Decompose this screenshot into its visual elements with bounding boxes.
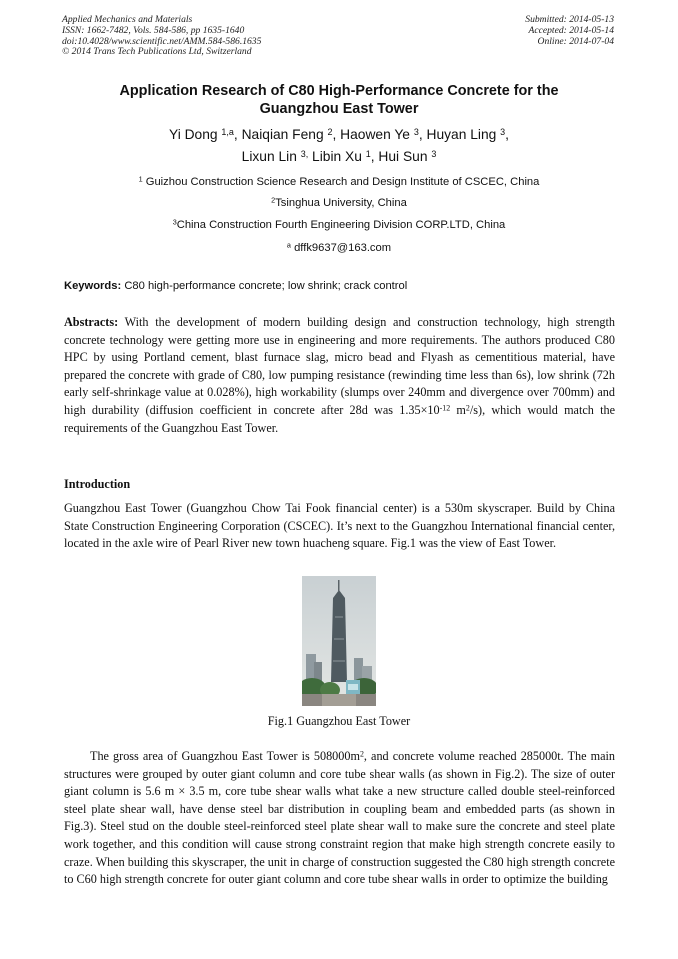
keywords bbox=[64, 279, 616, 293]
keywords-text: C80 high-performance concrete; low shrink; crack control bbox=[124, 280, 408, 292]
author: Haowen Ye bbox=[340, 127, 410, 142]
doi-line: doi:10.4028/www.scientific.net/AMM.584-586.1635 bbox=[62, 35, 262, 47]
author: Huyan Ling bbox=[426, 127, 497, 142]
online-date: Online: 2014-07-04 bbox=[537, 35, 614, 47]
abstract: Abstracts: With the development of modern building design and construction technology, high strength concrete technology were getting more use in engineering and more requirements. The authors produced C80 HPC by using Portland cement, blast furnace slag, micro bead and Flyash as cementitious material, have prepared the concrete with grade of C80, low pumping resistance (rewinding time less than 6s), low shrink (72h early self-shrinkage value at 0.028%), high workability (slumps over 240mm and divergence over 700mm) and high durability (diffusion coefficient in concrete after 28d was $1.35\times 10^{-12}$ $m^2/s$), which would match the requirements of the Guangzhou East Tower. bbox=[64, 315, 616, 435]
intro-paragraph-2: The gross area of Guangzhou East Tower is $508000m^2$, and concrete volume reached 285000t. The main structures were grouped by outer giant column and core tube shear walls (as shown in Fig.2). The size of outer giant column is 5.6 m × 3.5 m, core tube shear walls what take a new structure called double steel-reinforced steel plate shear wall, have dense steel bar distribution in coupling beam and embedded parts (as shown in Fig.3). Steel stud on the double steel-reinforced steel plate shear wall to make sure the concrete and steel plate work together, and this condition will cause strong constraint region that make high strength concrete easily to craze. When building this skyscraper, the unit in charge of construction suggested the C80 high strength concrete to C60 high strength concrete for outer giant column and core tube shear walls in order to optimize the building bbox=[64, 749, 615, 887]
section-heading-introduction: Introduction bbox=[64, 477, 131, 491]
keywords-label: Keywords: bbox=[64, 280, 122, 292]
tower-photo bbox=[302, 576, 376, 706]
figure-caption: Fig.1 Guangzhou East Tower bbox=[267, 714, 411, 728]
submission-dates bbox=[525, 15, 614, 47]
issn-line: ISSN: 1662-7482, Vols. 584-586, pp 1635-1640 bbox=[62, 24, 245, 36]
tower-photo-drawing bbox=[302, 576, 376, 706]
journal-name: Applied Mechanics and Materials bbox=[62, 14, 193, 25]
copyright-line: © 2014 Trans Tech Publications Ltd, Switzerland bbox=[62, 46, 252, 58]
author-list: Yi Dong $^{1,a}$, Naiqian Feng $^2$, Haowen Ye $^3$, Huyan Ling $^3$, Lixun Lin $^{3,}$ Libin Xu $^1$, Hui Sun $^3$ bbox=[169, 126, 509, 164]
journal-info bbox=[62, 15, 261, 58]
submitted-date: Submitted: 2014-05-13 bbox=[525, 14, 614, 25]
intro-paragraph-1: Guangzhou East Tower (Guangzhou Chow Tai Fook financial center) is a 530m skyscraper. Build by China State Construction Engineering Corporation (CSCEC). It’s next to the Guangzhou International financial center, located in the axle wire of Pearl River new town huacheng square. Fig.1 was the view of East Tower. bbox=[64, 501, 615, 551]
author: Hui Sun bbox=[378, 149, 428, 164]
author: Libin Xu bbox=[312, 149, 362, 164]
author-email: $^a$ dffk9637@163.com bbox=[286, 240, 392, 254]
abstract-label: Abstracts: bbox=[64, 315, 119, 329]
accepted-date: Accepted: 2014-05-14 bbox=[528, 24, 614, 36]
author: Yi Dong bbox=[169, 127, 218, 142]
affiliation-1: $^1$ Guizhou Construction Science Research and Design Institute of CSCEC, China bbox=[138, 174, 540, 188]
affiliation-2: $^2$Tsinghua University, China bbox=[271, 195, 407, 209]
affiliation-3: $^3$China Construction Fourth Engineering Division CORP.LTD, China bbox=[172, 217, 506, 231]
author: Lixun Lin bbox=[241, 149, 297, 164]
paper-title: Application Research of C80 High-Performance Concrete for the Guangzhou East Tower bbox=[119, 83, 559, 117]
author: Naiqian Feng bbox=[241, 127, 324, 142]
